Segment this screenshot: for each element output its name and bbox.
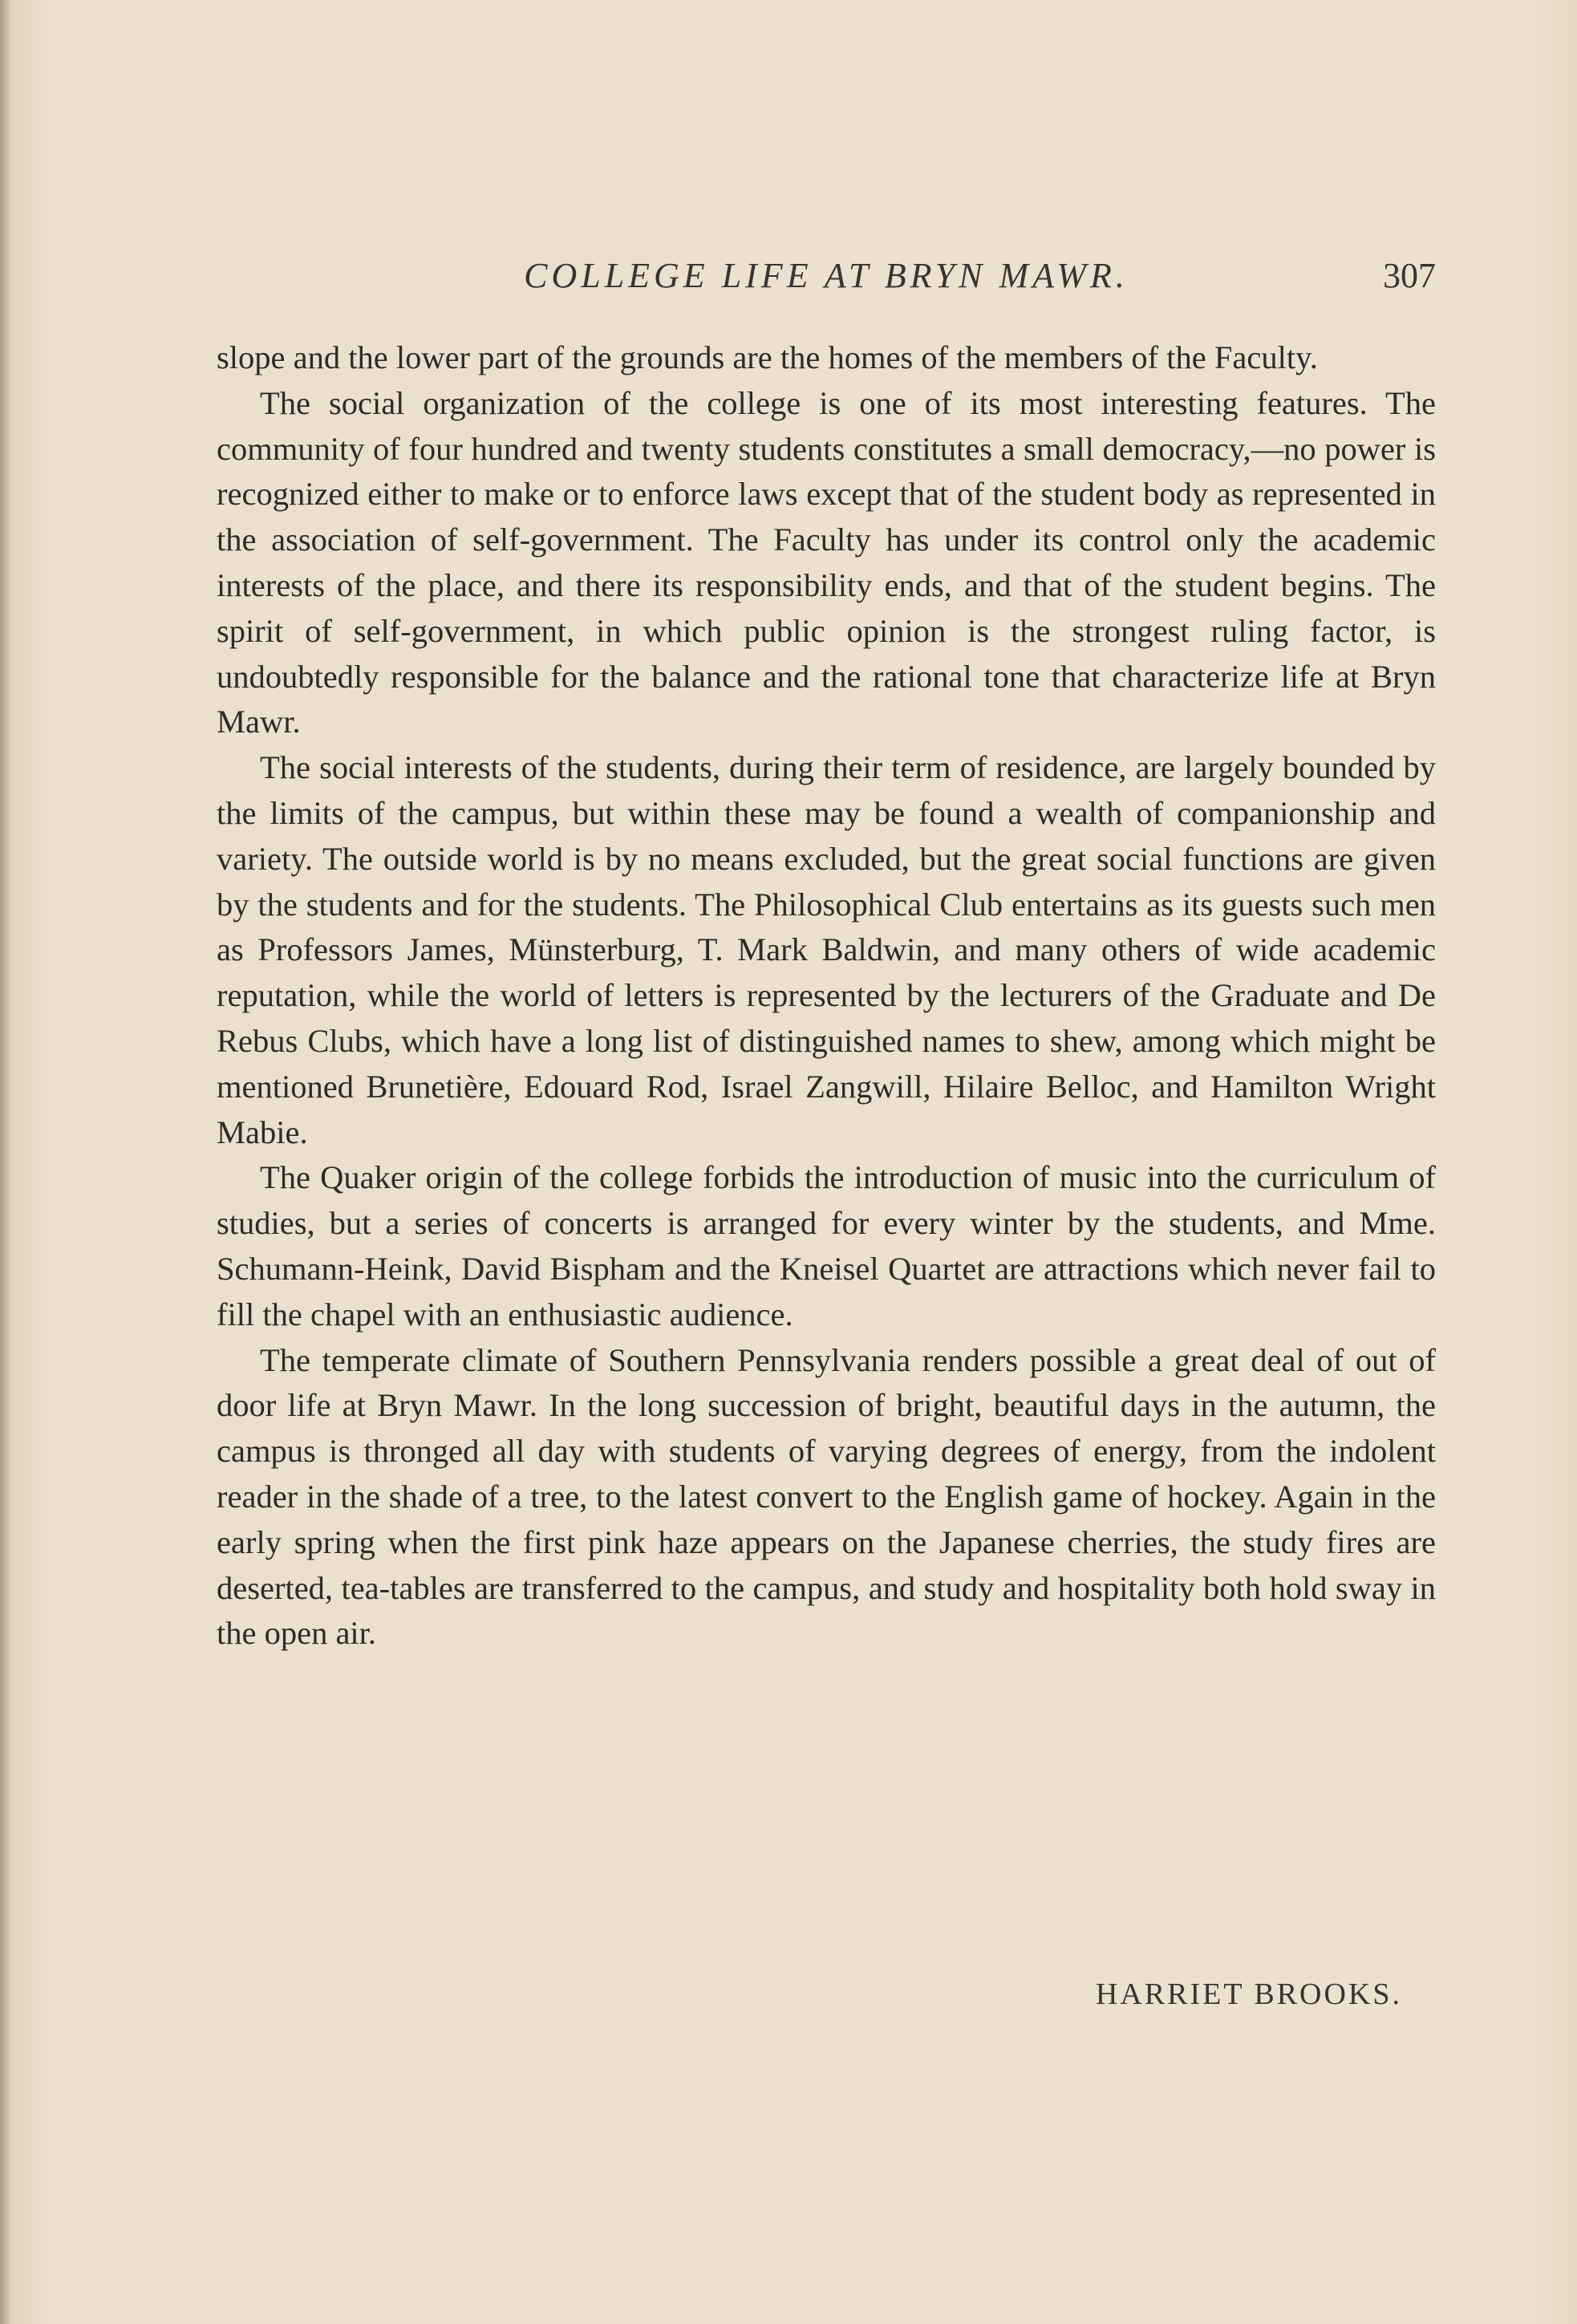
author-signature: HARRIET BROOKS. (1095, 1977, 1402, 2011)
paragraph-social-interests: The social interests of the students, during their term of residence, are largely bounded by the limits of the campus, but within these may be found a wealth of companionship and variety. The outside world is by no means excluded, but the great social functions are given by the students and for the students. The Philosophical Club entertains as its guests such men as Professors James, Münsterburg, T. Mark Baldwin, and many others of wide academic reputation, while the world of letters is represented by the lecturers of the Graduate and De Rebus Clubs, which have a long list of distinguished names to shew, among which might be mentioned Brunetière, Edouard Rod, Israel Zangwill, Hilaire Belloc, and Hamilton Wright Mabie. (217, 749, 1436, 1150)
body-text (217, 335, 1436, 1657)
paragraph-social-organization: The social organization of the college is one of its most interesting features. The community of four hundred and twenty students constitutes a small democracy,—no power is recognized either to make or to enforce laws except that of the student body as represented in the association of self-government. The Faculty has under its control only the academic interests of the place, and there its responsibility ends, and that of the student begins. The spirit of self-government, in which public opinion is the strongest ruling factor, is undoubtedly responsible for the balance and the rational tone that characterize life at Bryn Mawr. (217, 384, 1436, 740)
paragraph-music: The Quaker origin of the college forbids the introduction of music into the curriculum of studies, but a series of concerts is arranged for every winter by the students, and Mme. Schumann-Heink, David Bispham and the Kneisel Quartet are attractions which never fail to fill the chapel with an enthusiastic audience. (217, 1159, 1436, 1332)
paragraph-outdoor-life: The temperate climate of Southern Pennsylvania renders possible a great deal of out of door life at Bryn Mawr. In the long succession of bright, beautiful days in the autumn, the campus is thronged all day with students of varying degrees of energy, from the indolent reader in the shade of a tree, to the latest convert to the English game of hockey. Again in the early spring when the first pink haze appears on the Japanese cherries, the study fires are deserted, tea-tables are transferred to the campus, and study and hospitality both hold sway in the open air. (217, 1341, 1436, 1652)
page-header (217, 255, 1436, 303)
page-number: 307 (1383, 256, 1436, 295)
running-title: COLLEGE LIFE AT BRYN MAWR. (524, 256, 1129, 295)
page-binding-edge (0, 0, 10, 2324)
paragraph-continuation: slope and the lower part of the grounds are the homes of the members of the Faculty. (217, 339, 1318, 375)
